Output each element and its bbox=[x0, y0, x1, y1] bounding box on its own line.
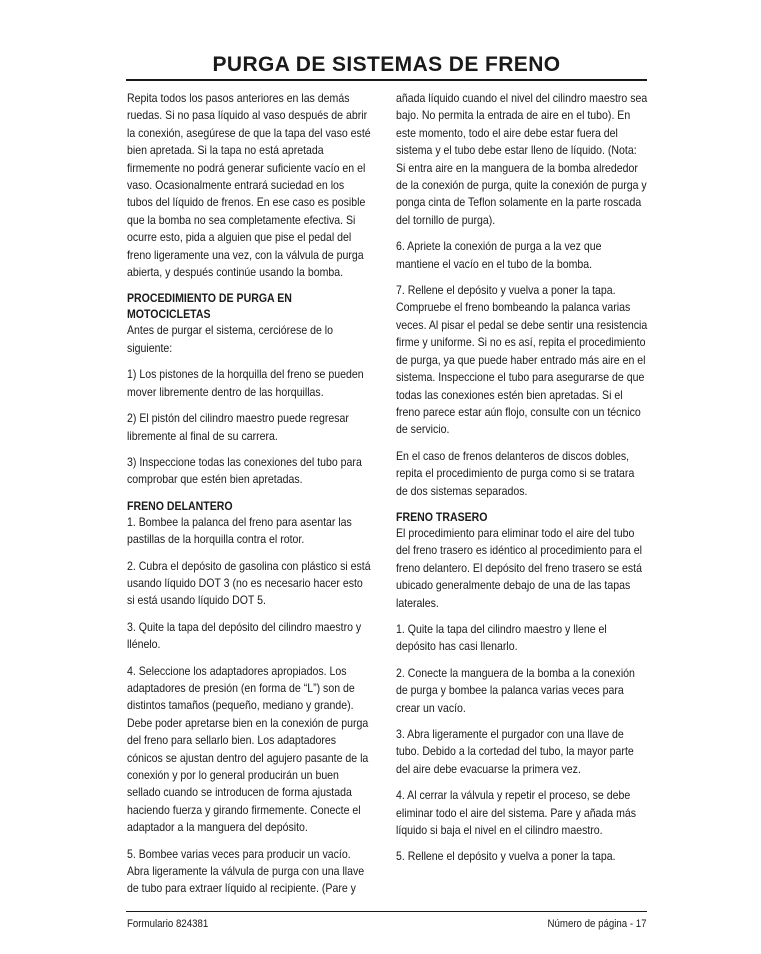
page-title: PURGA DE SISTEMAS DE FRENO bbox=[212, 53, 561, 76]
form-number: Formulario 824381 bbox=[127, 918, 209, 930]
front-brake-step-continued: añada líquido cuando el nivel del cilindro maestro sea bajo. No permita la entrada de aire en el tubo). En este momento, todo el aire debe estar fuera del sistema y el tubo debe estar lleno de líquido. (Nota: Si entra aire en la manguera de la bomba alrededor de la conexión de purga, quite la conexión de purga y ponga cinta de Teflon solamente en la parte roscada del tornillo de purga). bbox=[396, 91, 648, 227]
rear-brake-heading: FRENO TRASERO bbox=[396, 509, 488, 524]
checklist-item: 2) El pistón del cilindro maestro puede regresar libremente al final de su carrera. bbox=[127, 411, 349, 443]
front-brake-step: 7. Rellene el depósito y vuelva a poner la tapa. Compruebe el freno bombeando la palanca varias veces. Al pisar el pedal se debe sentir una resistencia firme y uniforme. Si no es así, repita el procedimiento de purga, ya que puede haber entrado más aire en el sistema. Inspeccione el tubo para asegurarse de que todas las conexiones estén bien apretadas. Si el freno parece estar aún flojo, consulte con un técnico de servicio. bbox=[396, 283, 648, 437]
front-brake-step: 3. Quite la tapa del depósito del cilindro maestro y llénelo. bbox=[127, 619, 362, 652]
motorcycle-procedure-intro: Antes de purgar el sistema, cerciórese de lo siguiente: bbox=[127, 323, 334, 355]
page-number: Número de página - 17 bbox=[547, 918, 647, 930]
rear-brake-step: 3. Abra ligeramente el purgador con una llave de tubo. Debido a la cortedad del tubo, la mayor parte del aire debe evacuarse la primera vez. bbox=[396, 727, 634, 776]
front-brake-step: 4. Seleccione los adaptadores apropiados. Los adaptadores de presión (en forma de “L”) son de distintos tamaños (pequeño, mediano y grande). Debe poder apretarse bien en la conexión de purga del freno para sellarlo bien. Los adaptadores cónicos se ajustan dentro del agujero pasante de la conexión y por lo general producirán un buen sellado cuando se introducen de forma ajustada haciendo fuerza y girando firmemente. Conecte el adaptador a la manguera del depósito. bbox=[127, 663, 369, 835]
front-brake-step: 5. Bombee varias veces para producir un vacío. Abra ligeramente la válvula de purga con una llave de tubo para extraer líquido al recipiente. (Pare y bbox=[127, 846, 365, 896]
rear-brake-step: 5. Rellene el depósito y vuelva a poner la tapa. bbox=[396, 849, 616, 864]
rear-brake-step: 1. Quite la tapa del cilindro maestro y llene el depósito has casi llenarlo. bbox=[396, 621, 607, 654]
checklist-item: 3) Inspeccione todas las conexiones del tubo para comprobar que estén bien apretadas. bbox=[127, 454, 362, 487]
motorcycle-procedure-heading: PROCEDIMIENTO DE PURGA EN MOTOCICLETAS bbox=[127, 291, 292, 322]
rear-brake-step: 4. Al cerrar la válvula y repetir el proceso, se debe eliminar todo el aire del sistema. Pare y añada más líquido si baja el nivel en el cilindro maestro. bbox=[396, 788, 637, 838]
rear-brake-step: 2. Conecte la manguera de la bomba a la conexión de purga y bombee la palanca varias veces para crear un vacío. bbox=[396, 665, 635, 715]
front-brake-step: 1. Bombee la palanca del freno para asentar las pastillas de la horquilla contra el rotor. bbox=[127, 514, 352, 547]
front-brake-heading: FRENO DELANTERO bbox=[127, 498, 233, 513]
footer-divider bbox=[126, 911, 647, 912]
rear-brake-intro: El procedimiento para eliminar todo el aire del tubo del freno trasero es idéntico al procedimiento para el freno delantero. El depósito del freno trasero se está ubicado generalmente debajo de una de las tapas laterales. bbox=[396, 525, 642, 610]
checklist-item: 1) Los pistones de la horquilla del freno se pueden mover libremente dentro de las horquillas. bbox=[127, 367, 364, 399]
front-brake-step: 2. Cubra el depósito de gasolina con plástico si está usando líquido DOT 3 (no es necesario hacer esto si está usando líquido DOT 5. bbox=[127, 558, 371, 608]
intro-paragraph: Repita todos los pasos anteriores en las demás ruedas. Si no pasa líquido al vaso después de abrir la conexión, asegúrese de que la tapa del vaso esté bien apretada. Si la tapa no está apretada firmemente no podrá generar suficiente vacío en el vaso. Ocasionalmente entrará suciedad en los tubos del líquido de frenos. En ese caso es posible que la bomba no sea completamente efectiva. Si ocurre esto, pida a alguien que pise el pedal del freno ligeramente una vez, con la válvula de purga abierta, y después continúe usando la bomba. bbox=[127, 91, 371, 280]
dual-disc-note: En el caso de frenos delanteros de discos dobles, repita el procedimiento de purga como si se tratara de dos sistemas separados. bbox=[396, 448, 635, 498]
right-column bbox=[396, 90, 648, 875]
title-divider bbox=[126, 79, 647, 81]
left-column bbox=[127, 90, 372, 907]
front-brake-step: 6. Apriete la conexión de purga a la vez que mantiene el vacío en el tubo de la bomba. bbox=[396, 239, 602, 271]
